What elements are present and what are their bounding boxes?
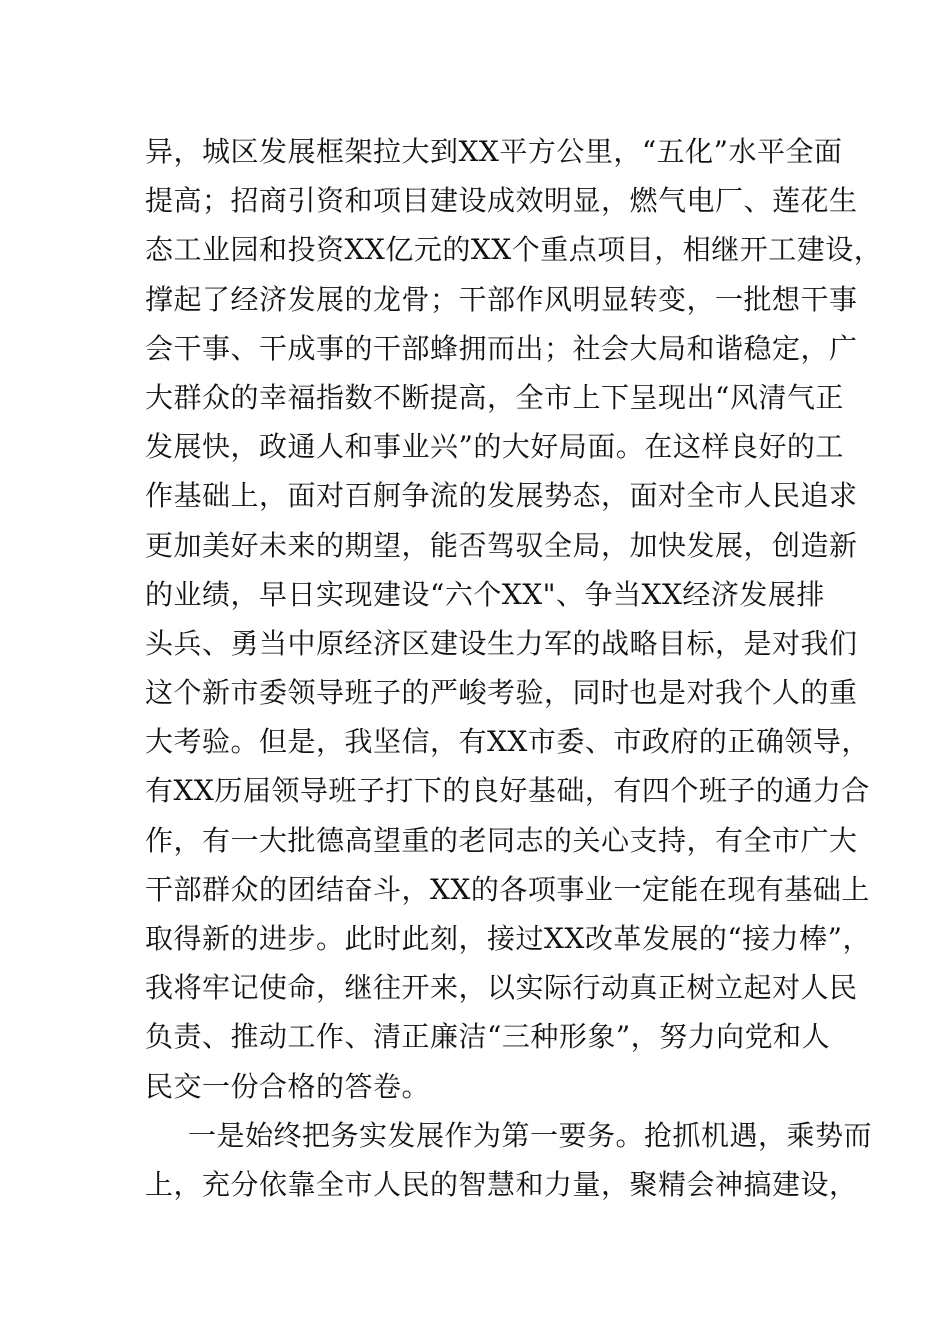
text-line: 这个新市委领导班子的严峻考验，同时也是对我个人的重	[145, 676, 858, 710]
paragraph-start-line: 一是始终把务实发展作为第一要务。抢抓机遇，乘势而	[188, 1118, 873, 1152]
body-text	[145, 127, 883, 1209]
text-line: 负责、推动工作、清正廉洁“三种形象”，努力向党和人	[145, 1020, 831, 1054]
text-line: 有XX历届领导班子打下的良好基础，有四个班子的通力合	[145, 774, 870, 808]
text-line: 干部群众的团结奋斗，XX的各项事业一定能在现有基础上	[145, 872, 870, 906]
text-line: 民交一份合格的答卷。	[145, 1069, 431, 1103]
text-line: 取得新的进步。此时此刻，接过XX改革发展的“接力棒”，	[145, 922, 871, 955]
text-line: 更加美好未来的期望，能否驾驭全局，加快发展，创造新	[145, 528, 858, 562]
text-line: 头兵、勇当中原经济区建设生力军的战略目标，是对我们	[145, 626, 858, 660]
text-line: 大群众的幸福指数不断提高，全市上下呈现出“风清气正	[145, 380, 844, 414]
text-line: 会干事、干成事的干部蜂拥而出；社会大局和谐稳定，广	[145, 331, 858, 365]
text-line: 作，有一大批德高望重的老同志的关心支持，有全市广大	[145, 823, 858, 857]
text-line: 大考验。但是，我坚信，有XX市委、市政府的正确领导，	[145, 725, 870, 759]
text-line: 的业绩，早日实现建设“六个XX"、争当XX经济发展排	[145, 577, 825, 611]
text-line: 作基础上，面对百舸争流的发展势态，面对全市人民追求	[145, 479, 858, 513]
text-line: 态工业园和投资XX亿元的XX个重点项目，相继开工建设，	[145, 233, 883, 267]
text-line: 提高；招商引资和项目建设成效明显，燃气电厂、莲花生	[145, 184, 858, 218]
text-line: 异，城区发展框架拉大到XX平方公里，“五化”水平全面	[145, 135, 843, 168]
text-line: 上，充分依靠全市人民的智慧和力量，聚精会神搞建设，	[145, 1167, 858, 1201]
text-line: 发展快，政通人和事业兴”的大好局面。在这样良好的工	[145, 430, 844, 464]
text-line: 撑起了经济发展的龙骨；干部作风明显转变，一批想干事	[145, 282, 858, 316]
text-line: 我将牢记使命，继往开来，以实际行动真正树立起对人民	[145, 971, 858, 1005]
